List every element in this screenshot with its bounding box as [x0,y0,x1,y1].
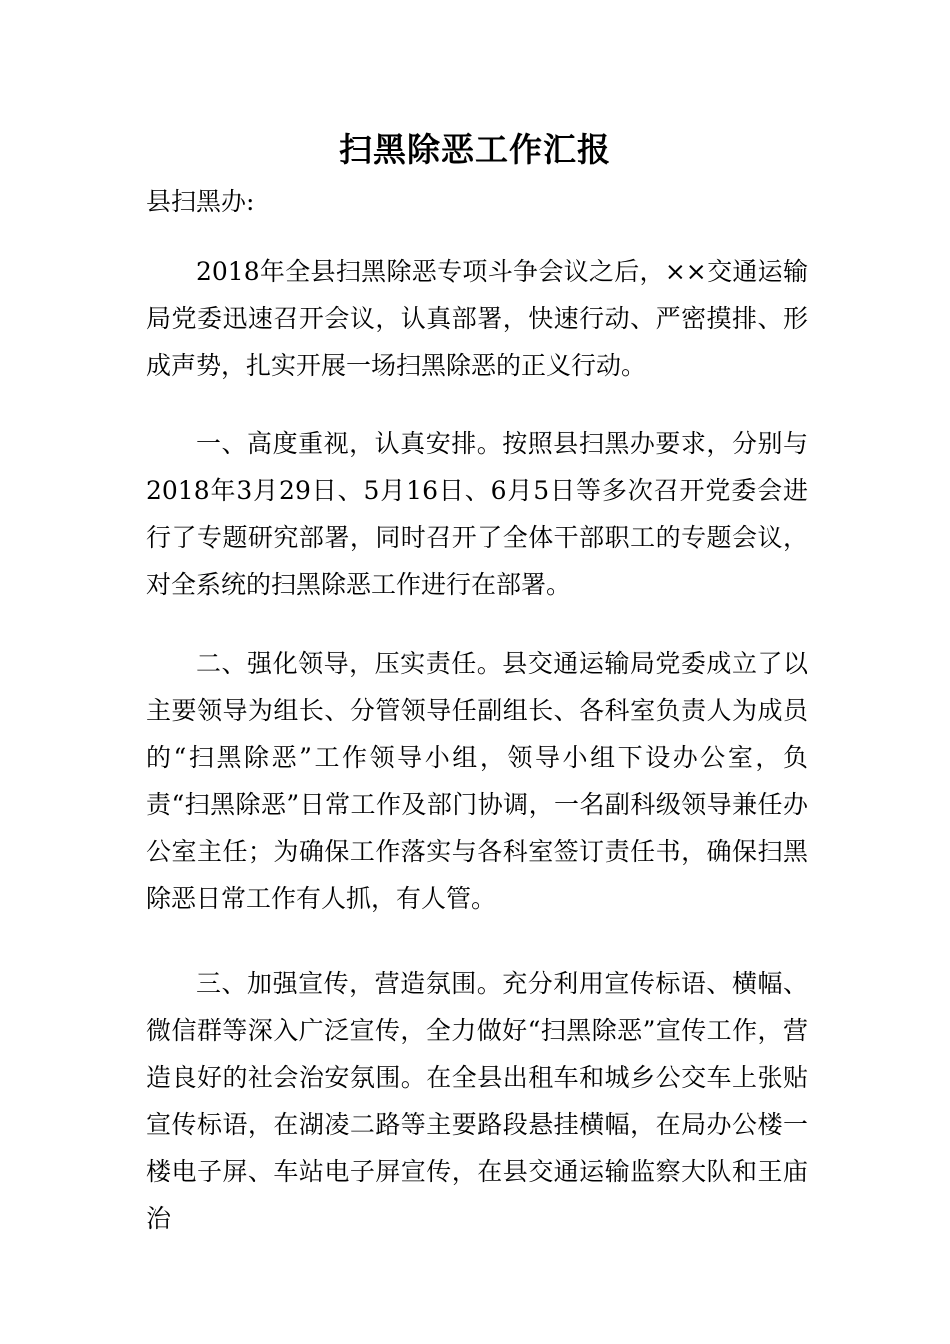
document-title: 扫黑除恶工作汇报 [339,130,611,169]
paragraph-section-2: 二、强化领导，压实责任。县交通运输局党委成立了以主要领导为组长、分管领导任副组长、各科室负责人为成员的“扫黑除恶”工作领导小组，领导小组下设办公室，负责“扫黑除恶”日常工作及部门协调，一名副科级领导兼任办公室主任；为确保工作落实与各科室签订责任书，确保扫黑除恶日常工作有人抓，有人管。 [146,649,808,913]
paragraph-section-3: 三、加强宣传，营造氛围。充分利用宣传标语、横幅、微信群等深入广泛宣传，全力做好“扫黑除恶”宣传工作，营造良好的社会治安氛围。在全县出租车和城乡公交车上张贴宣传标语，在湖凌二路等主要路段悬挂横幅，在局办公楼一楼电子屏、车站电子屏宣传，在县交通运输监察大队和王庙治 [146,969,808,1233]
salutation: 县扫黑办: [146,187,255,216]
paragraph-intro: 2018年全县扫黑除恶专项斗争会议之后，××交通运输局党委迅速召开会议，认真部署，快速行动、严密摸排、形成声势，扎实开展一场扫黑除恶的正义行动。 [146,257,808,380]
paragraph-section-1: 一、高度重视，认真安排。按照县扫黑办要求，分别与2018年3月29日、5月16日、6月5日等多次召开党委会进行了专题研究部署，同时召开了全体干部职工的专题会议，对全系统的扫黑除恶工作进行在部署。 [146,429,808,599]
